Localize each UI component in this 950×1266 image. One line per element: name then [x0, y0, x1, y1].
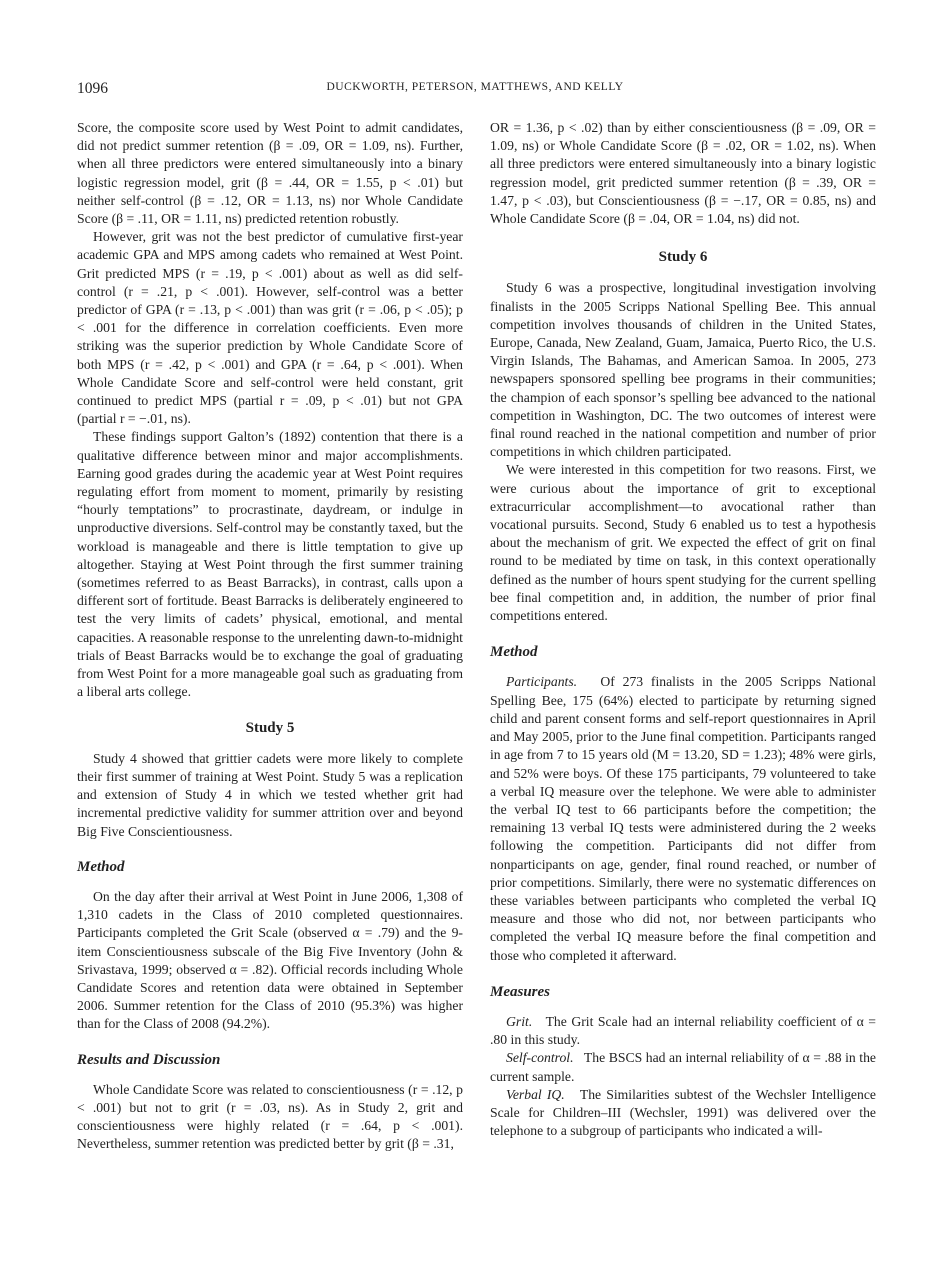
body-paragraph: We were interested in this competition for two reasons. First, we were curious about the importance of grit to exceptional extracurricular accomplishment—to avocational rather than vocational pursuits. Second, Study 6 enabled us to test a hypothesis about the mechanism of grit. We expected the effect of grit on final round to be mediated by time on task, in this context operationally defined as the number of hours spent studying for the current spelling bee final competition and, in addition, the number of prior final competitions entered. [490, 462, 876, 624]
body-paragraph: Score, the composite score used by West Point to admit candidates, did not predict summer retention (β = .09, OR = 1.09, ns). Further, when all three predictors were entered simultaneously into a binary logistic regression model, grit (β = .44, OR = 1.55, p < .01) but neither self-control (β = .12, OR = 1.13, ns) nor Whole Candidate Score (β = .11, OR = 1.11, ns) predicted retention robustly. [77, 120, 463, 227]
body-paragraph: Whole Candidate Score was related to conscientiousness (r = .12, p < .001) but not to grit (r = .03, ns). As in Study 2, grit and conscientiousness were highly related (r = .64, p < .001). Nevertheless, summer retention was predicted better by grit (β = .31, [77, 1081, 463, 1152]
body-paragraph: However, grit was not the best predictor of cumulative first-year academic GPA and MPS among cadets who remained at West Point. Grit predicted MPS (r = .19, p < .001) about as well as did self-control (r = .21, p < .001). However, self-control was a better predictor of GPA (r = .13, p < .001) than was grit (r = .06, p < .05); p < .001 for the difference in correlation coefficients. Even more striking was the superior prediction by Whole Candidate Score of both MPS (r = .42, p < .001) and GPA (r = .64, p < .001). When Whole Candidate Score and self-control were held constant, grit continued to predict MPS (partial r = .09, p < .01) but not GPA (partial r = −.01, ns). [77, 229, 463, 427]
grit-text: The Grit Scale had an internal reliability coefficient of α = .80 in this study. [490, 1013, 876, 1048]
run-in-heading-verbal-iq: Verbal IQ. [506, 1086, 565, 1102]
verbal-iq-paragraph [490, 1086, 876, 1141]
run-in-heading-self-control: Self-control. [506, 1050, 574, 1066]
body-paragraph: Study 6 was a prospective, longitudinal investigation involving finalists in the 2005 Scripps National Spelling Bee. This annual competition involves thousands of children in the United States, Europe, Canada, New Zealand, Guam, Jamaica, Puerto Rico, the U.S. Virgin Islands, The Bahamas, and American Samoa. In 2005, 273 newspapers sponsored spelling bee programs in their communities; the champion of each sponsor’s spelling bee advanced to the national competition in Washington, DC. The two outcomes of interest were final round reached in the national competition and number of prior competitions in which children participated. [490, 280, 876, 460]
body-paragraph: OR = 1.36, p < .02) than by either conscientiousness (β = .09, OR = 1.09, ns) or Whole Candidate Score (β = .02, OR = 1.02, ns). When all three predictors were entered simultaneously into a binary logistic regression model, grit predicted summer retention (β = .39, OR = 1.47, p < .03), but Conscientiousness (β = −.17, OR = 0.85, ns) and Whole Candidate Score (β = .04, OR = 1.04, ns) did not. [490, 120, 876, 227]
page-number: 1096 [77, 80, 108, 97]
body-paragraph: Study 4 showed that grittier cadets were more likely to complete their first summer of training at West Point. Study 5 was a replication and extension of Study 4 in which we tested whether grit had incremental predictive validity for summer attrition over and beyond Big Five Conscientiousness. [77, 750, 463, 839]
section-heading-study-6: Study 6 [658, 249, 708, 266]
body-paragraph: On the day after their arrival at West Point in June 2006, 1,308 of 1,310 cadets in the Class of 2010 completed questionnaires. Participants completed the Grit Scale (observed α = .79) and the 9-item Conscientiousness subscale of the Big Five Inventory (John & Srivastava, 1999; observed α = .82). Official records including Whole Candidate Scores and retention data were obtained in September 2006. Summer retention for the Class of 2010 (95.3%) was higher than for the Class of 2008 (94.2%). [77, 888, 463, 1032]
self-control-text: The BSCS had an internal reliability of α = .88 in the current sample. [490, 1050, 876, 1084]
subsection-heading-method: Method [490, 644, 538, 661]
subsection-heading-method: Method [77, 858, 125, 875]
run-in-heading-participants: Participants. [506, 674, 578, 690]
section-heading-study-5: Study 5 [245, 719, 295, 736]
self-control-paragraph [490, 1049, 876, 1085]
body-paragraph: These findings support Galton’s (1892) contention that there is a qualitative difference between minor and major accomplishments. Earning good grades during the academic year at West Point requires regulating effort from moment to moment, primarily by resisting “hourly temptations” to procrastinate, daydream, or indulge in unproductive diversions. Self-control may be constantly taxed, but the workload is manageable and there is little temptation to give up altogether. Staying at West Point through the first summer training (sometimes referred to as Beast Barracks), in contrast, calls upon a different sort of fortitude. Beast Barracks is deliberately engineered to test the very limits of cadets’ physical, emotional, and mental capacities. A reasonable response to the unrelenting dawn-to-midnight trials of Beast Barracks would be to exchange the goal of graduating from West Point for a more manageable goal such as graduating from a liberal arts college. [77, 429, 463, 700]
running-head: DUCKWORTH, PETERSON, MATTHEWS, AND KELLY [326, 81, 624, 93]
participants-text: Of 273 finalists in the 2005 Scripps National Spelling Bee, 175 (64%) elected to participate by returning signed child and parent consent forms and self-report questionnaires in April and May 2005, prior to the June final competition. Participants ranged in age from 7 to 15 years old (M = 13.20, SD = 1.23); 48% were girls, and 52% were boys. Of these 175 participants, 79 volunteered to take a verbal IQ measure over the telephone. We were able to administer the verbal IQ test to 66 participants before the competition; the remaining 13 verbal IQ tests were administered during the 2 weeks following the competition. Participants did not differ from nonparticipants on age, gender, final round reached, or number of prior competitions. Similarly, there were no systematic differences on these variables between participants who completed the verbal IQ measure and those who did not, nor between participants who completed the verbal IQ measure before the final competition and those who completed it afterward. [490, 674, 876, 963]
grit-paragraph [490, 1013, 876, 1049]
right-column [490, 119, 876, 1140]
subsection-heading-measures: Measures [490, 983, 551, 1000]
participants-paragraph [490, 673, 876, 964]
verbal-iq-text: The Similarities subtest of the Wechsler Intelligence Scale for Children–III (Wechsler, 1991) was delivered over the telephone to a subgroup of participants who indicated a will- [490, 1086, 876, 1139]
run-in-heading-grit: Grit. [506, 1013, 533, 1029]
subsection-heading-results: Results and Discussion [77, 1051, 221, 1068]
left-column [77, 119, 463, 1154]
